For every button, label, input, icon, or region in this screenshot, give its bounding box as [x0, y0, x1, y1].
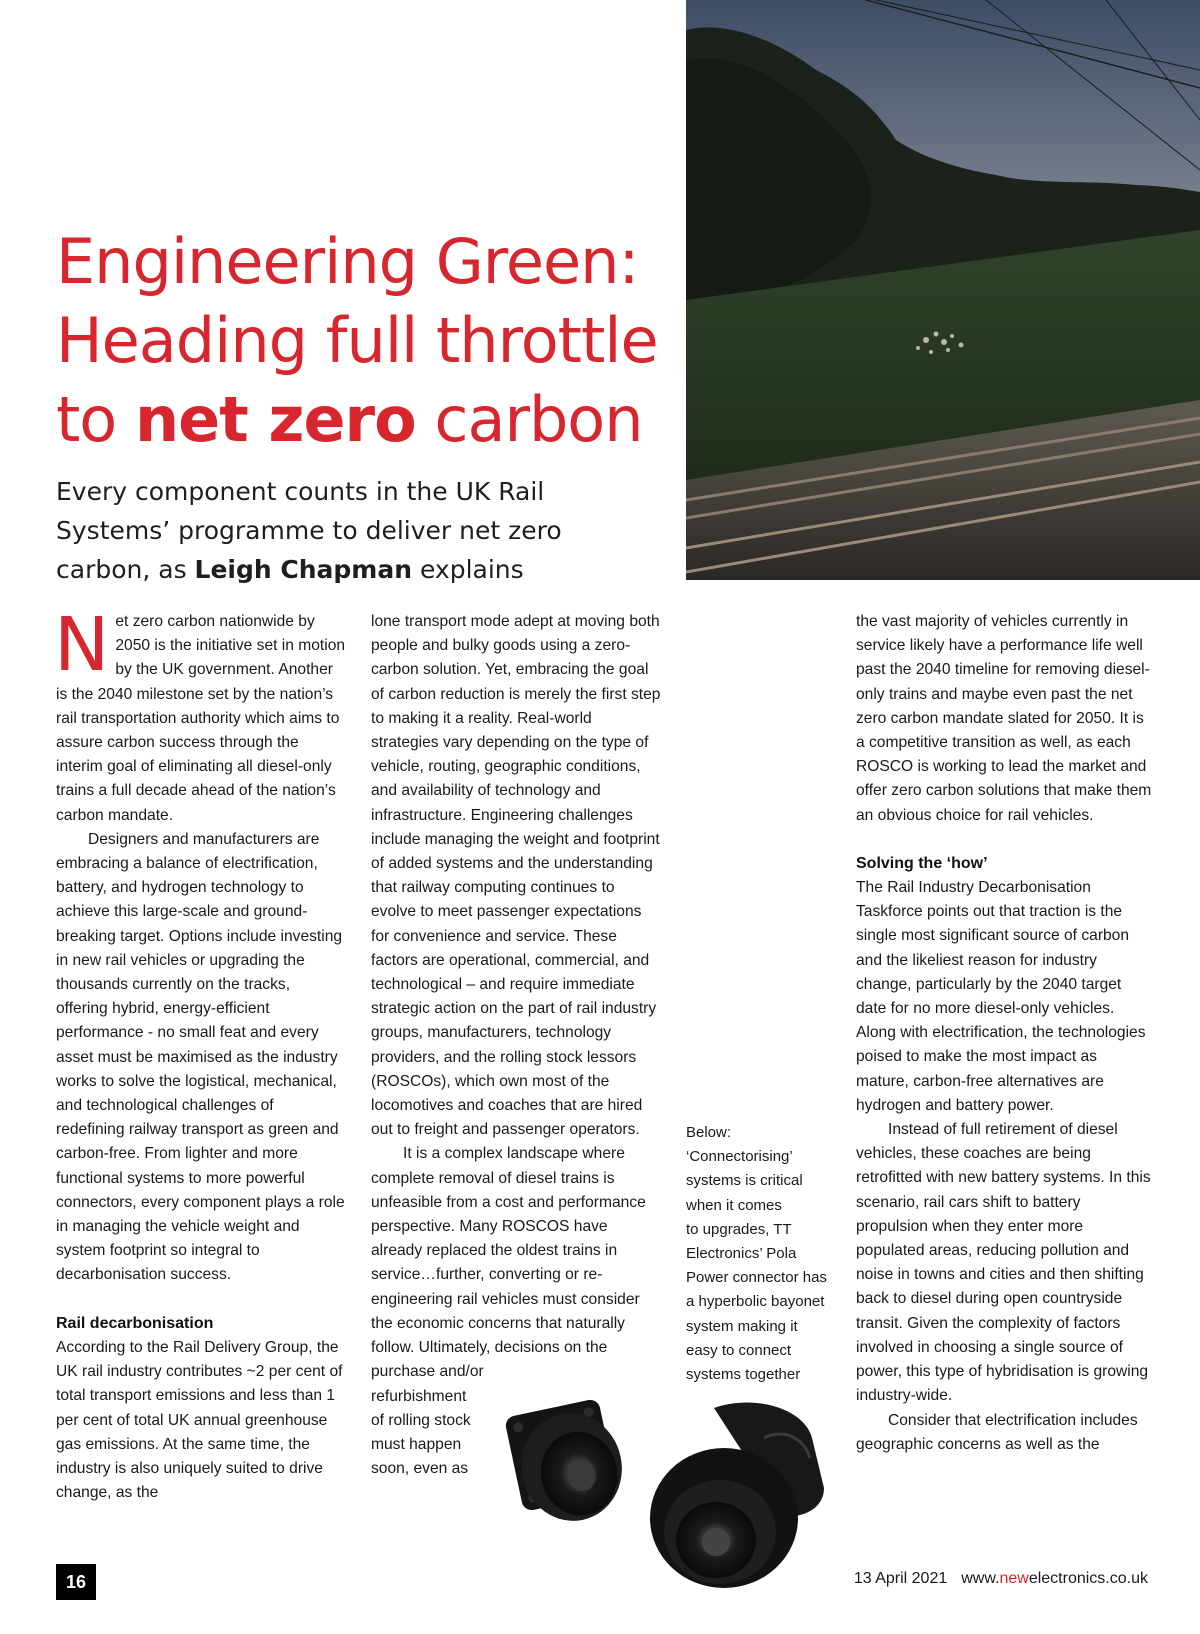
page-number: 16 — [56, 1564, 96, 1600]
paragraph-line: refurbishment — [371, 1387, 467, 1405]
headline-line-3-bold: net zero — [134, 383, 416, 456]
headline — [56, 222, 676, 459]
connector-photo — [484, 1388, 844, 1588]
standfirst-text: Every component counts in the UK Rail Systems’ programme to deliver net zero carbon, as — [56, 477, 562, 584]
paragraph-line: of rolling stock — [371, 1411, 471, 1429]
headline-line-2: Heading full throttle — [56, 304, 658, 377]
article-column-1 — [54, 602, 346, 1505]
article-column-2 — [371, 610, 661, 1481]
issue-date: 13 April 2021 — [853, 1570, 948, 1587]
headline-line-1: Engineering Green: — [56, 225, 639, 298]
hero-photo-railway — [686, 0, 1200, 580]
url-suffix: electronics.co.uk — [1028, 1570, 1148, 1587]
subheading-rail-decarbonisation: Rail decarbonisation — [56, 1314, 214, 1332]
standfirst-suffix: explains — [412, 555, 524, 584]
url-new: new — [999, 1570, 1029, 1587]
paragraph: It is a complex landscape where complete removal of diesel trains is unfeasible from a cost and performance perspective. Many ROSCOS have already replaced the oldest trains in service…further, converting or re-engineering rail vehicles must consider the economic concerns that naturally follow. Ultimately, decisions on the purchase and/or — [371, 1145, 646, 1381]
drop-cap: N — [54, 602, 110, 688]
paragraph: lone transport mode adept at moving both people and bulky goods using a zero-carbon solution. Yet, embracing the goal of carbon reduction is merely the first step to making it a reality. Real-world strategies vary depending on the type of vehicle, routing, geographic conditions, and availability of technology and infrastructure. Engineering challenges include managing the weight and footprint of added systems and the understanding that railway computing continues to evolve to meet passenger expectations for convenience and service. These factors are operational, commercial, and technological – and require immediate strategic action on the part of rail industry groups, manufacturers, technology providers, and the rolling stock lessors (ROSCOs), which own most of the locomotives and coaches that are hired out to freight and passenger operators. — [371, 613, 661, 1139]
headline-line-3-post: carbon — [415, 383, 643, 456]
subheading-solving-the-how: Solving the ‘how’ — [856, 854, 988, 872]
paragraph: According to the Rail Delivery Group, the UK rail industry contributes ~2 per cent of total transport emissions and less than 1 per cent of total UK annual greenhouse gas emissions. At the same time, the industry is also uniquely suited to drive change, as the — [56, 1338, 343, 1502]
article-column-4 — [856, 610, 1152, 1457]
standfirst — [56, 472, 656, 589]
paragraph: The Rail Industry Decarbonisation Taskforce points out that traction is the single most significant source of carbon and the likeliest reason for industry change, particularly by the 2040 target date for no more diesel-only vehicles. Along with electrification, the technologies poised to make the most impact as mature, carbon-free alternatives are hydrogen and battery power. — [856, 879, 1146, 1114]
paragraph-line: soon, even as — [371, 1460, 469, 1478]
url-prefix: www. — [961, 1570, 1000, 1587]
author-name: Leigh Chapman — [194, 555, 413, 584]
paragraph: Consider that electrification includes geographic concerns as well as the — [856, 1411, 1138, 1453]
headline-line-3-pre: to — [56, 383, 135, 456]
footer — [854, 1570, 1148, 1588]
paragraph-line: must happen — [371, 1435, 462, 1453]
photo-caption: Below: ‘Connectorising’ systems is critical when it comes to upgrades, TT Electronics’ Pola Power connector has a hyperbolic bayonet system making it easy to connect systems together — [686, 1124, 827, 1384]
paragraph: the vast majority of vehicles currently in service likely have a performance life well past the 2040 timeline for removing diesel-only trains and maybe even past the net zero carbon mandate slated for 2050. It is a competitive transition as well, as each ROSCO is working to lead the market and offer zero carbon solutions that make them an obvious choice for rail vehicles. — [856, 613, 1152, 824]
website-link[interactable] — [961, 1570, 1148, 1587]
paragraph: Designers and manufacturers are embracing a balance of electrification, battery, and hydrogen technology to achieve this large-scale and ground-breaking target. Options include investing in new rail vehicles or upgrading the thousands currently on the tracks, offering hybrid, energy-efficient performance - no small feat and every asset must be maximised as the industry works to solve the logistical, mechanical, and technological challenges of redefining railway transport as green and carbon-free. From lighter and more functional systems to more powerful connectors, every component plays a role in managing the vehicle weight and system footprint so integral to decarbonisation success. — [56, 830, 345, 1284]
paragraph: Instead of full retirement of diesel vehicles, these coaches are being retrofitted with new battery systems. In this scenario, rail cars shift to battery propulsion when they enter more populated areas, reducing pollution and noise in towns and cities and then shifting back to diesel during open countryside transit. Given the complexity of factors involved in choosing a single source of power, this type of hybridisation is growing industry-wide. — [856, 1121, 1151, 1405]
paragraph-intro-text: et zero carbon nationwide by 2050 is the initiative set in motion by the UK government. Another is the 2040 milestone set by the nation’s rail transportation authority which aims to assure carbon success through the interim goal of eliminating all diesel-only trains a full decade ahead of the nation’s carbon mandate. — [56, 613, 346, 824]
paragraph-intro — [54, 602, 346, 828]
